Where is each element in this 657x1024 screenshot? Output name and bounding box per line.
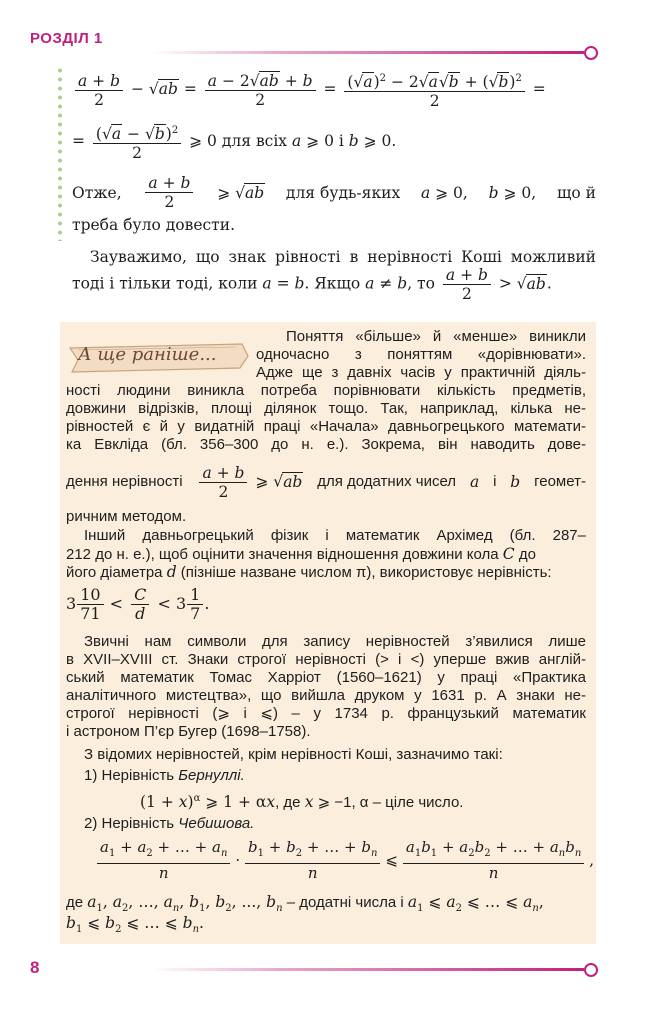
- box-p3-line-4: аналітичного мистецтва», що вийшла друком у 1631 р. А знаки не-: [66, 687, 586, 704]
- page-number: 8: [30, 958, 40, 977]
- bernoulli-label: 1) Нерівність Бернуллі.: [84, 767, 245, 784]
- remark-line-2: тоді і тільки тоді, коли a = b. Якщо a ≠ b, то $\frac{a + b}{2}$ > √ab.: [72, 266, 552, 303]
- chebyshev-b-order: $b_1$ ⩽ $b_2$ ⩽ … ⩽ $b_n$.: [66, 914, 204, 936]
- box-p1-line-5: довжини відрізків, площі ділянок тощо. Так, наприклад, кілька не-: [66, 400, 586, 417]
- box-p3-line-6: і астроном П’єр Бугер (1698–1758).: [66, 723, 311, 740]
- box-p3-line-3: ський математик Томас Харріот (1560–1621) у праці «Практика: [66, 669, 586, 686]
- box-p1-last: ричним методом.: [66, 508, 187, 525]
- footer-rule-end-circle: [584, 963, 598, 977]
- box-p3-line-1: Звичні нам символи для запису нерівностей з’явилися лише: [84, 633, 586, 650]
- box-p2-line-3: його діаметра d (пізніше назване числом π), використовує нерівність:: [66, 563, 552, 581]
- box-p1-line-7: ка Евкліда (бл. 356–300 до н. е.). Зокрема, він наводить дове-: [66, 436, 586, 453]
- box-p2-line-1: Інший давньогрецький фізик і математик Архімед (бл. 287–: [84, 527, 586, 544]
- archimedes-inequality: 3 $\frac{10}{71}$ < $\frac{C}{d}$ < 3 $\frac{1}{7}$ .: [66, 585, 210, 623]
- box-p2-line-2: 212 до н. е.), щоб оцінити значення відношення довжини кола C до: [66, 545, 536, 563]
- bernoulli-formula: $(1 + x)^\alpha$ ⩾ 1 + αx, де x ⩾ −1, α – ціле число.: [140, 793, 464, 812]
- section-header: РОЗДІЛ 1: [30, 30, 103, 47]
- box-p4-line: З відомих нерівностей, крім нерівності Коші, зазначимо такі:: [84, 746, 503, 763]
- derivation-line-1: $\frac{a + b}{2}$ − √ab = $\frac{a - 2√ab + b}{2}$ = $\frac{(√a)^2 - 2√a√b + (√b)^2}{2}$ =: [72, 70, 546, 110]
- badge-label: А ще раніше...: [78, 344, 217, 365]
- box-p1-line-2: одночасно з поняттям «дорівнювати».: [256, 346, 586, 363]
- box-p1-formula-line: дення нерівності $\frac{a + b}{2}$ ⩾ √ab для додатних чисел a і b геомет-: [66, 464, 586, 501]
- chebyshev-formula: $\frac{a_1 + a_2 + \dots + a_n}{n}$ · $\frac{b_1 + b_2 + \dots + b_n}{n}$ ⩽ $\frac{a_1b_1 + a_2b_2 + \dots + a_nb_n}{n}$ ,: [94, 838, 594, 882]
- remark-line-1: Зауважимо, що знак рівності в нерівності Коші можливий: [90, 248, 596, 266]
- margin-dots: [58, 66, 62, 241]
- chebyshev-where-line: де $a_1$, $a_2$, …, $a_n$, $b_1$, $b_2$, ..., $b_n$ – додатні числа і $a_1$ ⩽ $a_2$ ⩽ … ⩽ $a_n$,: [66, 893, 544, 915]
- chebyshev-label: 2) Нерівність Чебишова.: [84, 815, 255, 832]
- box-p1-line-6: рівностей є й у видатній праці «Начала» давньогрецького математи-: [66, 418, 586, 435]
- box-p1-line-4: ності людини виникла потреба порівнювати кількість предметів,: [66, 382, 586, 399]
- box-p1-line-3: Адже ще з давніх часів у практичній діяль-: [256, 364, 586, 381]
- box-p1-line-1: Поняття «більше» й «менше» виникли: [286, 328, 586, 345]
- footer-rule: [150, 968, 584, 971]
- header-rule: [150, 51, 584, 54]
- conclusion-line: Отже, $\frac{a + b}{2}$ ⩾ √ab для будь-яких a ⩾ 0, b ⩾ 0, що й: [72, 174, 596, 211]
- box-p3-line-2: в XVII–XVIII ст. Знаки строгої нерівності (> і <) уперше вжив англій-: [66, 651, 586, 668]
- conclusion-line-2: треба було довести.: [72, 216, 236, 234]
- header-rule-end-circle: [584, 46, 598, 60]
- box-p3-line-5: строгої нерівності (⩾ і ⩽) – у 1734 р. французький математик: [66, 705, 586, 722]
- derivation-line-2: = $\frac{(√a - √b)^2}{2}$ ⩾ 0 для всіх a ⩾ 0 і b ⩾ 0.: [72, 122, 396, 162]
